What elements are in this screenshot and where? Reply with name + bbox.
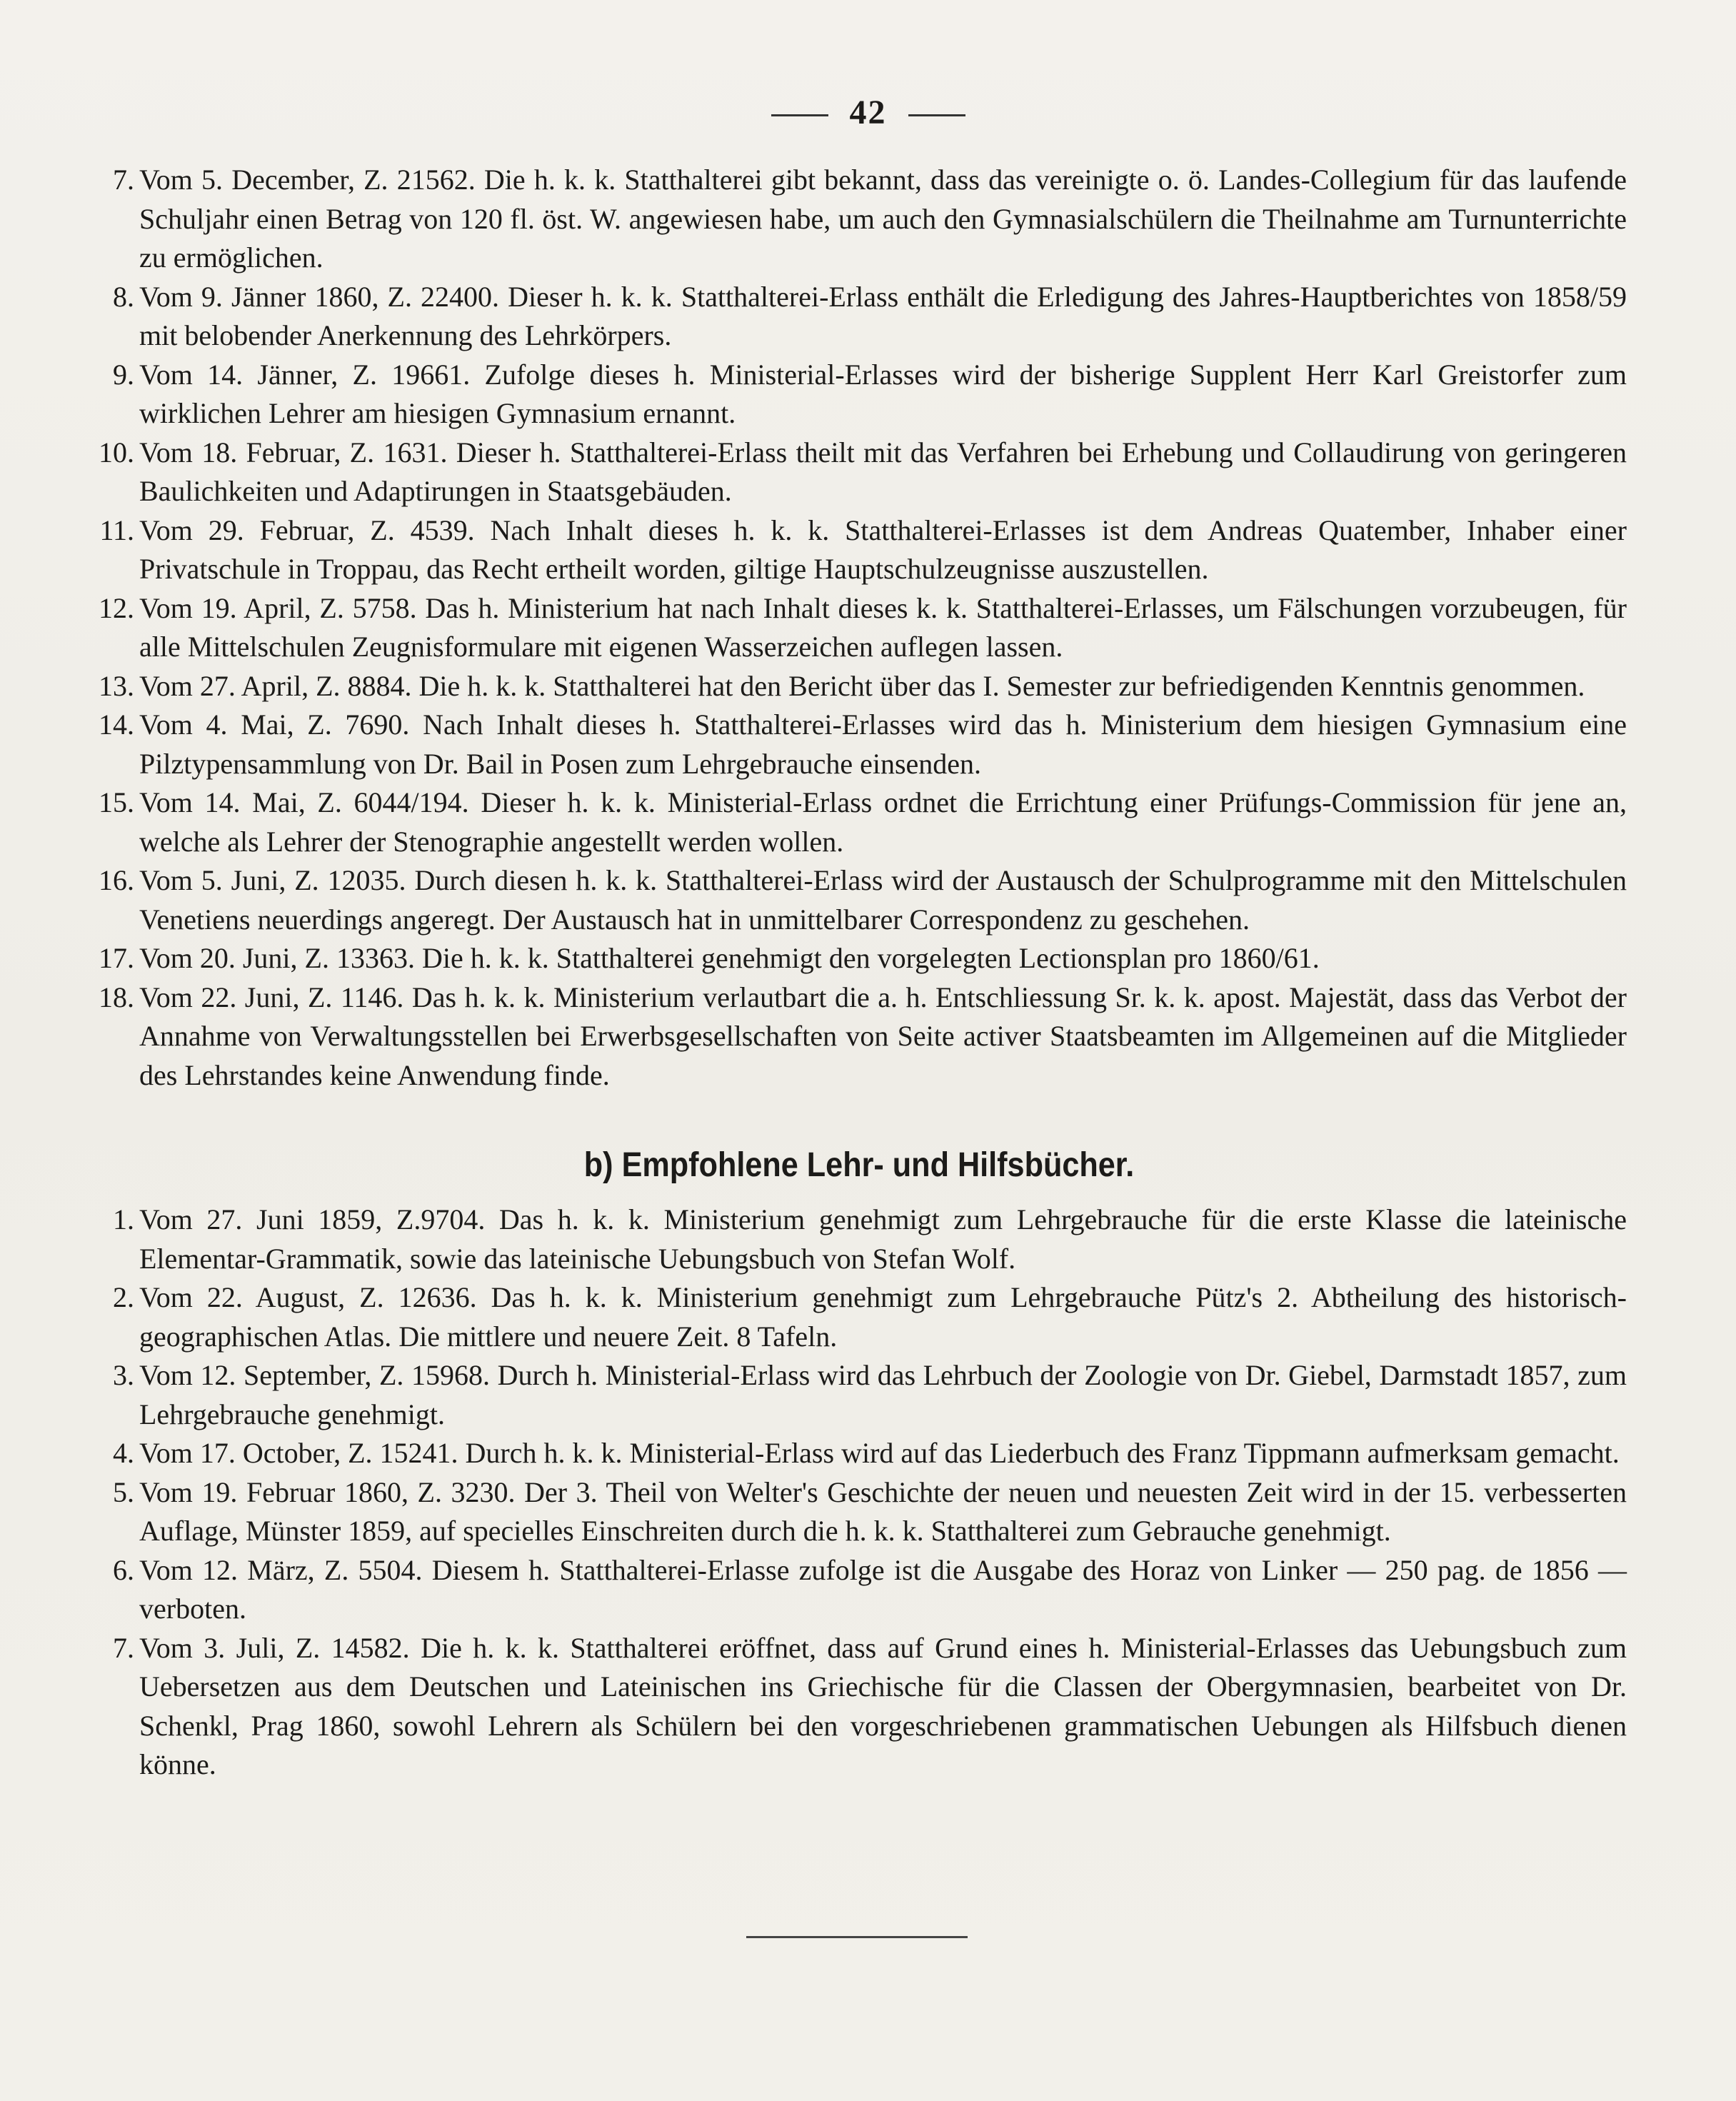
item-text: Vom 4. Mai, Z. 7690. Nach Inhalt dieses h. Statthalterei-Erlasses wird das h. Ministerium dem hiesigen Gymnasium eine Pilztypensammlung von Dr. Bail in Posen zum Lehrgebrauche einsenden. [139, 708, 1627, 780]
page-header [0, 91, 1736, 134]
item-text: Vom 12. September, Z. 15968. Durch h. Ministerial-Erlass wird das Lehrbuch der Zoologie von Dr. Giebel, Darmstadt 1857, zum Lehrgebrauche genehmigt. [139, 1359, 1627, 1430]
item-text: Vom 22. Juni, Z. 1146. Das h. k. k. Ministerium verlautbart die a. h. Entschliessung Sr. k. k. apost. Majestät, dass das Verbot der Annahme von Verwaltungsstellen bei Erwerbsgesellschaften von Seite activer Staatsbeamten im Allgemeinen auf die Mitglieder des Lehrstandes keine Anwendung finde. [139, 981, 1627, 1091]
item-text: Vom 5. December, Z. 21562. Die h. k. k. Statthalterei gibt bekannt, dass das vereinigte o. ö. Landes-Collegium für das laufende Schuljahr einen Betrag von 120 fl. öst. W. angewiesen habe, um auch den Gymnasialschülern die Theilnahme am Turnunterrichte zu ermöglichen. [139, 164, 1627, 274]
item-text: Vom 27. April, Z. 8884. Die h. k. k. Statthalterei hat den Bericht über das I. Semester zur befriedigenden Kenntnis genommen. [139, 669, 1585, 702]
list-item [91, 161, 1627, 278]
item-number: 18. [99, 981, 134, 1013]
page-body [91, 161, 1627, 1785]
list-item [91, 433, 1627, 511]
item-text: Vom 9. Jänner 1860, Z. 22400. Dieser h. k. k. Statthalterei-Erlass enthält die Erledigung des Jahres-Hauptberichtes von 1858/59 mit belobender Anerkennung des Lehrkörpers. [139, 280, 1627, 351]
item-number: 6. [113, 1553, 134, 1586]
item-number: 16. [99, 864, 134, 896]
item-number: 9. [113, 358, 134, 391]
page-number: 42 [849, 94, 887, 131]
list-item [91, 667, 1627, 706]
item-number: 1. [113, 1203, 134, 1235]
item-text: Vom 18. Februar, Z. 1631. Dieser h. Statthalterei-Erlass theilt mit das Verfahren bei Erhebung und Collaudirung von geringeren Baulichkeiten und Adaptirungen in Staatsgebäuden. [139, 436, 1627, 507]
item-number: 15. [99, 786, 134, 818]
section-b-heading: b) Empfohlene Lehr- und Hilfsbücher. [583, 1146, 1135, 1184]
list-item [91, 783, 1627, 861]
list-item [91, 1434, 1627, 1473]
list-item [91, 278, 1627, 356]
item-number: 10. [99, 436, 134, 468]
item-number: 2. [113, 1281, 134, 1313]
item-number: 11. [99, 513, 134, 546]
item-number: 8. [113, 280, 134, 313]
item-number: 7. [113, 164, 134, 196]
item-number: 7. [113, 1631, 134, 1664]
list-item [91, 1356, 1627, 1434]
end-divider [746, 1936, 968, 1938]
section-b-list [91, 1200, 1627, 1785]
list-item [91, 1200, 1627, 1278]
item-number: 4. [113, 1437, 134, 1469]
item-number: 17. [99, 942, 134, 974]
header-rule-left [771, 114, 828, 116]
item-text: Vom 19. Februar 1860, Z. 3230. Der 3. Theil von Welter's Geschichte der neuen und neuesten Zeit wird in der 15. verbesserten Auflage, Münster 1859, auf specielles Einschreiten durch die h. k. k. Statthalterei zum Gebrauche genehmigt. [139, 1475, 1627, 1547]
list-item [91, 1473, 1627, 1551]
item-number: 13. [99, 669, 134, 702]
list-item [91, 1551, 1627, 1629]
section-a-list [91, 161, 1627, 1095]
item-text: Vom 17. October, Z. 15241. Durch h. k. k. Ministerial-Erlass wird auf das Liederbuch des Franz Tippmann aufmerksam gemacht. [139, 1437, 1620, 1469]
item-text: Vom 20. Juni, Z. 13363. Die h. k. k. Statthalterei genehmigt den vorgelegten Lectionsplan pro 1860/61. [139, 942, 1320, 974]
list-item [91, 706, 1627, 783]
header-rule-right [908, 114, 965, 116]
list-item [91, 1278, 1627, 1356]
list-item [91, 356, 1627, 433]
list-item [91, 861, 1627, 939]
item-text: Vom 27. Juni 1859, Z.9704. Das h. k. k. Ministerium genehmigt zum Lehrgebrauche für die erste Klasse die lateinische Elementar-Grammatik, sowie das lateinische Uebungsbuch von Stefan Wolf. [139, 1203, 1627, 1275]
item-text: Vom 19. April, Z. 5758. Das h. Ministerium hat nach Inhalt dieses k. k. Statthalterei-Erlasses, um Fälschungen vorzubeugen, für alle Mittelschulen Zeugnisformulare mit eigenen Wasserzeichen auflegen lassen. [139, 591, 1627, 663]
item-text: Vom 14. Mai, Z. 6044/194. Dieser h. k. k. Ministerial-Erlass ordnet die Errichtung einer Prüfungs-Commission für jene an, welche als Lehrer der Stenographie angestellt werden wollen. [139, 786, 1627, 858]
item-text: Vom 22. August, Z. 12636. Das h. k. k. Ministerium genehmigt zum Lehrgebrauche Pütz's 2. Abtheilung des historisch-geographischen Atlas. Die mittlere und neuere Zeit. 8 Tafeln. [139, 1281, 1627, 1353]
item-text: Vom 3. Juli, Z. 14582. Die h. k. k. Statthalterei eröffnet, dass auf Grund eines h. Ministerial-Erlasses das Uebungsbuch zum Uebersetzen aus dem Deutschen und Lateinischen ins Griechische für die Classen der Obergymnasien, bearbeitet von Dr. Schenkl, Prag 1860, sowohl Lehrern als Schülern bei den vorgeschriebenen grammatischen Uebungen als Hilfsbuch dienen könne. [139, 1631, 1627, 1780]
item-text: Vom 14. Jänner, Z. 19661. Zufolge dieses h. Ministerial-Erlasses wird der bisherige Supplent Herr Karl Greistorfer zum wirklichen Lehrer am hiesigen Gymnasium ernannt. [139, 358, 1627, 429]
item-number: 14. [99, 708, 134, 741]
list-item [91, 589, 1627, 667]
item-number: 12. [99, 591, 134, 624]
list-item [91, 1629, 1627, 1785]
item-number: 5. [113, 1475, 134, 1508]
item-text: Vom 5. Juni, Z. 12035. Durch diesen h. k. k. Statthalterei-Erlass wird der Austausch der Schulprogramme mit den Mittelschulen Venetiens neuerdings angeregt. Der Austausch hat in unmittelbarer Correspondenz zu geschehen. [139, 864, 1627, 936]
list-item [91, 978, 1627, 1095]
item-text: Vom 29. Februar, Z. 4539. Nach Inhalt dieses h. k. k. Statthalterei-Erlasses ist dem Andreas Quatember, Inhaber einer Privatschule in Troppau, das Recht ertheilt worden, giltige Hauptschulzeugnisse auszustellen. [139, 513, 1627, 585]
list-item [91, 511, 1627, 589]
list-item [91, 939, 1627, 978]
item-text: Vom 12. März, Z. 5504. Diesem h. Statthalterei-Erlasse zufolge ist die Ausgabe des Horaz von Linker — 250 pag. de 1856 — verboten. [139, 1553, 1627, 1625]
item-number: 3. [113, 1359, 134, 1391]
